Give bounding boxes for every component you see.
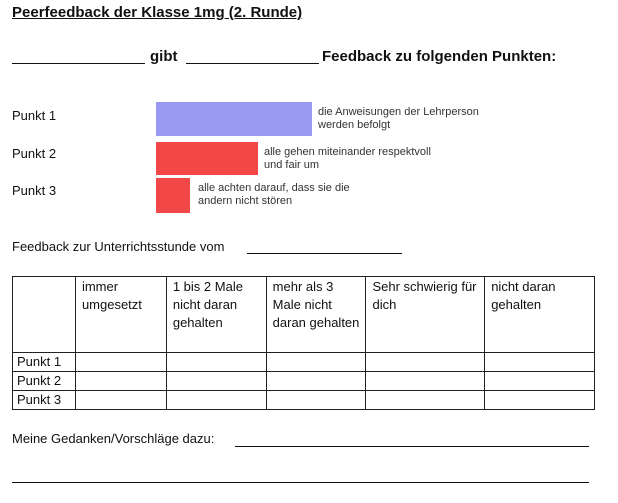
table-row-label: Punkt 2: [13, 372, 76, 391]
table-cell[interactable]: [485, 391, 595, 410]
table-header-sehr-schwierig: Sehr schwierig für dich: [366, 277, 485, 353]
table-cell[interactable]: [166, 372, 266, 391]
lesson-date-blank[interactable]: [247, 253, 402, 254]
point-2-description-line: alle gehen miteinander respektvoll: [264, 146, 431, 158]
table-cell[interactable]: [166, 391, 266, 410]
point-2-label: Punkt 2: [12, 146, 57, 161]
point-3-label: Punkt 3: [12, 183, 57, 198]
gibt-text: gibt: [150, 48, 178, 65]
point-3-description-line: alle achten darauf, dass sie die: [198, 182, 350, 194]
table-header-row: [13, 277, 595, 353]
table-cell[interactable]: [266, 372, 366, 391]
table-header-1-bis-2-male: 1 bis 2 Male nicht daran gehalten: [166, 277, 266, 353]
feedback-heading: Feedback zu folgenden Punkten:: [322, 48, 557, 65]
table-header-nicht-daran-gehalten: nicht daran gehalten: [485, 277, 595, 353]
table-cell[interactable]: [366, 391, 485, 410]
table-header-empty: [13, 277, 76, 353]
point-3-bar: [156, 178, 190, 213]
point-1-description: [318, 106, 479, 132]
thoughts-label: Meine Gedanken/Vorschläge dazu:: [12, 431, 215, 446]
feedback-table: [12, 276, 595, 410]
table-header-immer-umgesetzt: immer umgesetzt: [75, 277, 166, 353]
table-header-mehr-als-3-male: mehr als 3 Male nicht daran gehalten: [266, 277, 366, 353]
table-row-label: Punkt 3: [13, 391, 76, 410]
table-cell[interactable]: [485, 353, 595, 372]
table-cell[interactable]: [75, 353, 166, 372]
table-cell[interactable]: [266, 391, 366, 410]
point-1-bar: [156, 102, 312, 136]
point-2-description-line: und fair um: [264, 159, 320, 171]
table-row: [13, 353, 595, 372]
table-cell[interactable]: [166, 353, 266, 372]
table-cell[interactable]: [485, 372, 595, 391]
table-row: [13, 372, 595, 391]
point-1-description-line: werden befolgt: [318, 119, 391, 131]
table-row: [13, 391, 595, 410]
lesson-feedback-label: Feedback zur Unterrichtsstunde vom: [12, 239, 225, 254]
point-2-bar: [156, 142, 258, 175]
thoughts-blank-2[interactable]: [12, 482, 589, 483]
table-row-label: Punkt 1: [13, 353, 76, 372]
point-2-description: [264, 146, 431, 172]
table-cell[interactable]: [366, 372, 485, 391]
receiver-name-blank[interactable]: [186, 63, 319, 64]
point-1-description-line: die Anweisungen der Lehrperson: [318, 106, 479, 118]
point-3-description: [198, 182, 350, 208]
page-title: Peerfeedback der Klasse 1mg (2. Runde): [12, 4, 303, 21]
table-cell[interactable]: [366, 353, 485, 372]
point-3-description-line: andern nicht stören: [198, 195, 293, 207]
table-cell[interactable]: [75, 391, 166, 410]
table-cell[interactable]: [266, 353, 366, 372]
giver-name-blank[interactable]: [12, 63, 145, 64]
thoughts-blank-1[interactable]: [235, 446, 589, 447]
point-1-label: Punkt 1: [12, 108, 57, 123]
table-cell[interactable]: [75, 372, 166, 391]
